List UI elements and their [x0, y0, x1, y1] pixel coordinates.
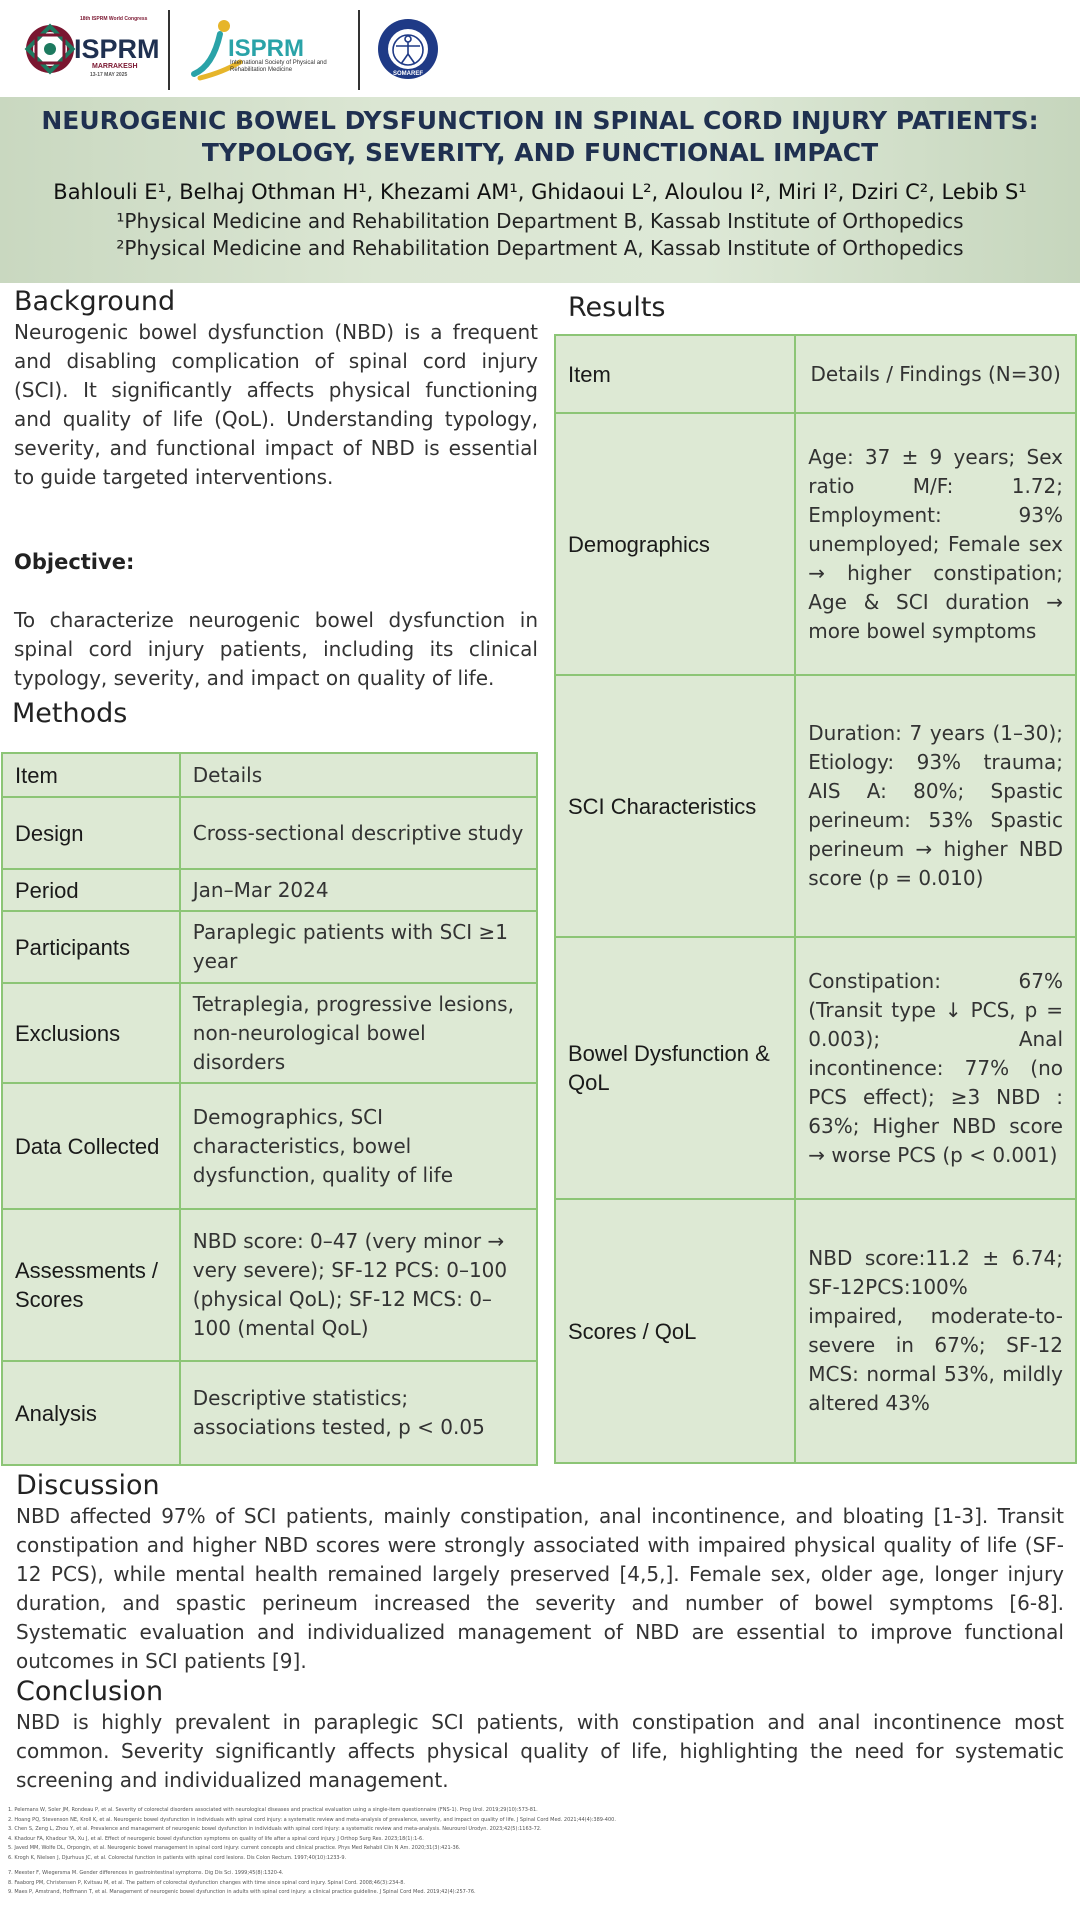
results-heading: Results — [568, 292, 666, 323]
logo-divider — [358, 10, 360, 90]
methods-details: Tetraplegia, progressive lesions, non-neurological bowel disorders — [180, 983, 537, 1083]
methods-details: Jan–Mar 2024 — [180, 869, 537, 911]
reference-item: 4. Khadour FA, Khadour YA, Xu J, et al. Effect of neurogenic bowel dysfunction symptoms on quality of life after a spinal cord injury. J Orthop Surg Res. 2023;18(1):1-6. — [8, 1835, 424, 1842]
results-item: Bowel Dysfunction & QoL — [555, 937, 795, 1199]
isprm-society-subtitle: International Society of Physical and Rehabilitation Medicine — [230, 60, 327, 73]
reference-item: 1. Pelemans W, Soler JM, Rondeau P, et al. Severity of colorectal disorders associated with neurological diseases and practical evaluation using a single-item questionnaire (FNS-1). Prog Urol. 2019;29(10):573-81. — [8, 1807, 538, 1813]
title-line-2: TYPOLOGY, SEVERITY, AND FUNCTIONAL IMPACT — [201, 138, 879, 167]
reference-item: 3. Chen S, Zeng L, Zhou Y, et al. Prevalence and management of neurogenic bowel dysfunction in individuals with spinal cord injury: a systematic review and meta-analysis. Neurourol Urodyn. 2023;42(5):1163-72. — [8, 1826, 542, 1832]
background-text: Neurogenic bowel dysfunction (NBD) is a frequent and disabling complication of spinal cord injury (SCI). It significantly affects physical functioning and quality of life (QoL). Understanding typology, severity, and functional impact of NBD is essential to guide targeted interventions. — [14, 320, 538, 489]
reference-item: 9. Maes P, Amstrand, Hoffmann T, et al. Management of neurogenic bowel dysfunction in adults with spinal cord injury: a clinical practice guideline. J Spinal Cord Med. 2019;42(4):257-76. — [8, 1889, 476, 1895]
methods-details: Demographics, SCI characteristics, bowel dysfunction, quality of life — [180, 1083, 537, 1209]
table-row — [2, 1083, 537, 1209]
results-details: Duration: 7 years (1–30); Etiology: 93% trauma; AIS A: 80%; Spastic perineum: 53% Spastic perineum → higher NBD score (p = 0.010) — [795, 675, 1076, 937]
congress-small-text: 18th ISPRM World Congress — [80, 16, 148, 22]
affiliation-2: ²Physical Medicine and Rehabilitation Department A, Kassab Institute of Orthopedics — [116, 236, 964, 260]
discussion-heading: Discussion — [16, 1470, 160, 1501]
results-col-item: Item — [555, 335, 795, 413]
methods-item: Assessments / Scores — [2, 1209, 180, 1361]
reference-item: 8. Faaborg PM, Christensen P, Kvitsau M, et al. The pattern of colorectal dysfunction changes with time since spinal cord injury. Spinal Cord. 2008;46(3):234-8. — [8, 1879, 405, 1886]
results-col-details: Details / Findings (N=30) — [795, 335, 1076, 413]
table-row — [2, 869, 537, 911]
isprm-congress-name: ISPRM — [74, 34, 160, 64]
methods-col-details: Details — [180, 753, 537, 797]
methods-item: Data Collected — [2, 1083, 180, 1209]
somaref-logo — [376, 8, 440, 90]
table-row — [555, 675, 1076, 937]
affiliation-1: ¹Physical Medicine and Rehabilitation Department B, Kassab Institute of Orthopedics — [116, 209, 964, 233]
methods-details: Cross-sectional descriptive study — [180, 797, 537, 869]
table-row — [2, 1209, 537, 1361]
methods-item: Period — [2, 869, 180, 911]
methods-details: Paraplegic patients with SCI ≥1 year — [180, 911, 537, 983]
methods-item: Analysis — [2, 1361, 180, 1465]
results-item: SCI Characteristics — [555, 675, 795, 937]
table-row — [2, 797, 537, 869]
congress-dates: 13-17 MAY 2025 — [90, 72, 128, 78]
poster-header — [0, 97, 1080, 283]
table-header-row — [2, 753, 537, 797]
reference-list — [8, 1806, 1068, 1898]
congress-city: MARRAKESH — [92, 63, 138, 70]
results-item: Scores / QoL — [555, 1199, 795, 1463]
star-emblem-icon — [26, 25, 74, 73]
methods-item: Design — [2, 797, 180, 869]
discussion-text: NBD affected 97% of SCI patients, mainly constipation, anal incontinence, and bloating [1-3]. Transit constipation and higher NBD scores were strongly associated with impaired physical quality of life (SF-12 PCS), while mental health remained largely preserved [4,5,]. Female sex, older age, longer injury duration, and spastic perineum increased the severity and number of bowel symptoms [6-8]. Systematic evaluation and individualized management of NBD are essential to improve functional outcomes in SCI patients [9]. — [16, 1504, 1064, 1673]
methods-details: Descriptive statistics; associations tested, p < 0.05 — [180, 1361, 537, 1465]
table-row — [555, 1199, 1076, 1463]
results-table — [554, 334, 1077, 1464]
isprm-society-name: ISPRM — [228, 35, 305, 62]
logo-divider — [168, 10, 170, 90]
table-row — [2, 983, 537, 1083]
reference-item: 7. Meester F, Wiegersma M. Gender differences in gastrointestinal symptoms. Dig Dis Sci. 1999;45(8):1320-4. — [8, 1870, 284, 1876]
isprm-congress-logo — [20, 8, 160, 90]
results-item: Demographics — [555, 413, 795, 675]
poster-title — [0, 105, 1080, 169]
background-heading: Background — [14, 286, 176, 317]
methods-item: Exclusions — [2, 983, 180, 1083]
methods-details: NBD score: 0–47 (very minor → very severe); SF-12 PCS: 0–100 (physical QoL); SF-12 MCS: 0–100 (mental QoL) — [180, 1209, 537, 1361]
objective-heading: Objective: — [14, 550, 135, 574]
table-row — [555, 937, 1076, 1199]
isprm-society-logo — [186, 8, 346, 90]
methods-item: Participants — [2, 911, 180, 983]
results-details: Age: 37 ± 9 years; Sex ratio M/F: 1.72; Employment: 93% unemployed; Female sex → higher constipation; Age & SCI duration → more bowel symptoms — [795, 413, 1076, 675]
somaref-name: SOMAREF — [393, 71, 423, 77]
results-details: NBD score:11.2 ± 6.74; SF-12PCS:100% impaired, moderate-to-severe in 67%; SF-12 MCS: normal 53%, mildly altered 43% — [795, 1199, 1076, 1463]
author-list: Bahlouli E¹, Belhaj Othman H¹, Khezami AM¹, Ghidaoui L², Aloulou I², Miri I², Dziri C², Lebib S¹ — [53, 180, 1027, 204]
logo-bar — [0, 0, 1080, 96]
reference-item: 6. Krogh K, Nielsen J, Djurhuus JC, et al. Colorectal function in patients with spinal cord lesions. Dis Colon Rectum. 1997;40(10):1233-9. — [8, 1854, 347, 1861]
methods-col-item: Item — [2, 753, 180, 797]
reference-item: 2. Hoang PQ, Stevenson NE, Kroll K, et al. Neurogenic bowel dysfunction in individuals with spinal cord injury: a systematic review and meta-analysis of prevalence, severity, and impact on quality of life. J Spinal Cord Med. 2021;44(4):389-400. — [8, 1816, 616, 1823]
conclusion-text: NBD is highly prevalent in paraplegic SCI patients, with constipation and anal incontinence most common. Severity significantly affects physical quality of life, highlighting the need for systematic screening and individualized management. — [16, 1710, 1064, 1792]
objective-text: To characterize neurogenic bowel dysfunction in spinal cord injury patients, including its clinical typology, severity, and impact on quality of life. — [14, 608, 538, 690]
table-row — [2, 1361, 537, 1465]
table-header-row — [555, 335, 1076, 413]
table-row — [2, 911, 537, 983]
table-row — [555, 413, 1076, 675]
reference-item: 5. Javed MM, Wolfe DL, Orpongin, et al. Neurogenic bowel management in spinal cord injury: current concepts and clinical practice. Phys Med Rehabil Clin N Am. 2020;31(3):421-36. — [8, 1845, 461, 1851]
results-details: Constipation: 67% (Transit type ↓ PCS, p = 0.003); Anal incontinence: 77% (no PCS effect); ≥3 NBD : 63%; Higher NBD score → worse PCS (p < 0.001) — [795, 937, 1076, 1199]
methods-heading: Methods — [12, 698, 128, 729]
methods-table — [1, 752, 538, 1466]
title-line-1: NEUROGENIC BOWEL DYSFUNCTION IN SPINAL CORD INJURY PATIENTS: — [41, 106, 1039, 135]
conclusion-heading: Conclusion — [16, 1676, 164, 1707]
